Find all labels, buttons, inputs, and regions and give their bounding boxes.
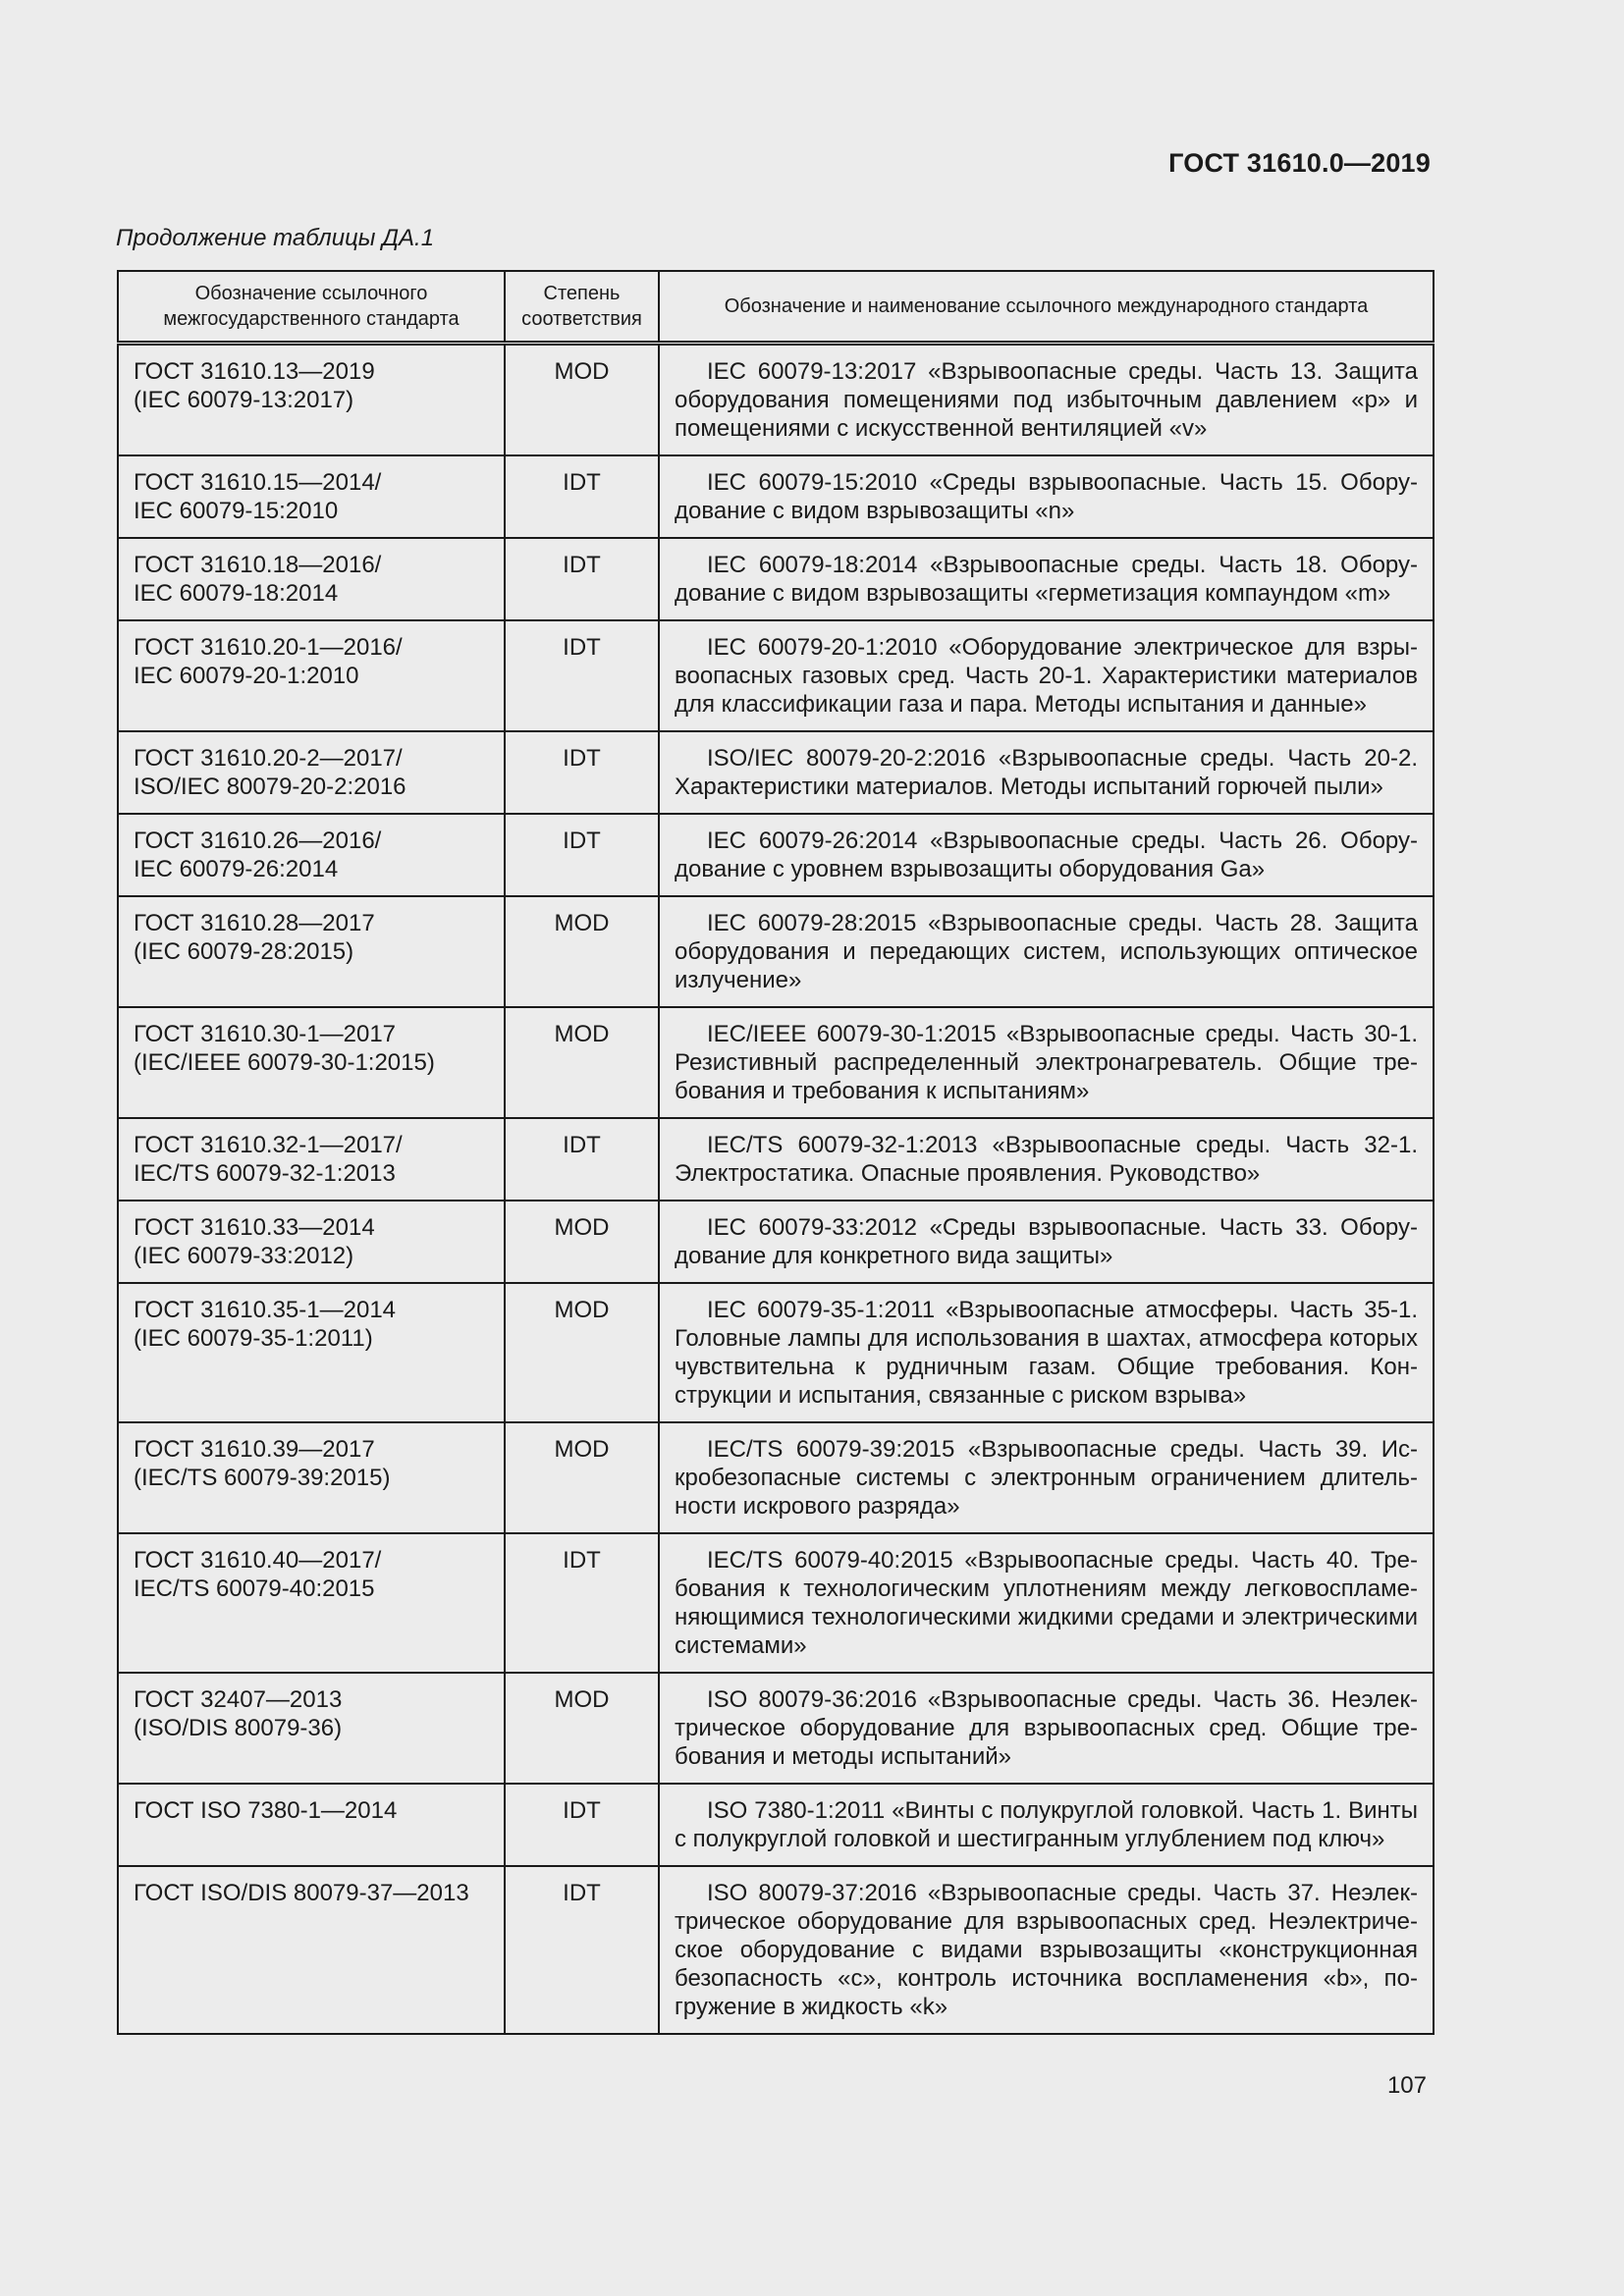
degree-of-correspondence-cell: MOD	[505, 344, 659, 456]
table-caption: Продолжение таблицы ДА.1	[116, 225, 435, 251]
standard-designation-cell: ГОСТ 31610.26—2016/ IEC 60079-26:2014	[118, 814, 505, 896]
degree-of-correspondence-cell: IDT	[505, 455, 659, 538]
standard-designation-cell: ГОСТ 31610.32-1—2017/ IEC/TS 60079-32-1:2013	[118, 1118, 505, 1201]
degree-of-correspondence-cell: MOD	[505, 1673, 659, 1784]
table-row	[118, 344, 1434, 456]
table-row	[118, 620, 1434, 731]
table-row	[118, 1866, 1434, 2034]
table-body	[118, 344, 1434, 2035]
table-row	[118, 1422, 1434, 1533]
international-standard-cell: IEC/TS 60079-40:2015 «Взрывоопасные среды. Часть 40. Требования к технологическим уплотнениям между легковоспламеняющимися технологическими жидкими средами и электрическими системами»	[659, 1533, 1434, 1673]
international-standard-cell: ISO 7380-1:2011 «Винты с полукруглой головкой. Часть 1. Винты с полукруглой головкой и шестигранным углублением под ключ»	[659, 1784, 1434, 1866]
degree-of-correspondence-cell: MOD	[505, 1422, 659, 1533]
standard-designation-cell: ГОСТ 31610.39—2017 (IEC/TS 60079-39:2015)	[118, 1422, 505, 1533]
table-row	[118, 1533, 1434, 1673]
table-row	[118, 1283, 1434, 1422]
standard-designation-cell: ГОСТ 31610.40—2017/ IEC/TS 60079-40:2015	[118, 1533, 505, 1673]
degree-of-correspondence-cell: IDT	[505, 620, 659, 731]
table-header-row	[118, 271, 1434, 344]
standard-designation-cell: ГОСТ 31610.35-1—2014 (IEC 60079-35-1:2011)	[118, 1283, 505, 1422]
table-row	[118, 538, 1434, 620]
international-standard-cell: IEC/TS 60079-32-1:2013 «Взрывоопасные среды. Часть 32-1. Электростатика. Опасные проявления. Руководство»	[659, 1118, 1434, 1201]
table-row	[118, 1118, 1434, 1201]
standard-designation-cell: ГОСТ 31610.33—2014 (IEC 60079-33:2012)	[118, 1201, 505, 1283]
degree-of-correspondence-cell: MOD	[505, 896, 659, 1007]
table-row	[118, 1201, 1434, 1283]
international-standard-cell: ISO 80079-37:2016 «Взрывоопасные среды. Часть 37. Неэлектрическое оборудование для взрывоопасных сред. Неэлектрическое оборудование с видами взрывозащиты «конструкционная безопасность «c», контроль источника воспламенения «b», погружение в жидкость «k»	[659, 1866, 1434, 2034]
international-standard-cell: ISO 80079-36:2016 «Взрывоопасные среды. Часть 36. Неэлектрическое оборудование для взрывоопасных сред. Общие требования и методы испытаний»	[659, 1673, 1434, 1784]
international-standard-cell: ISO/IEC 80079-20-2:2016 «Взрывоопасные среды. Часть 20-2. Характеристики материалов. Методы испытаний горючей пыли»	[659, 731, 1434, 814]
column-header-international-standard: Обозначение и наименование ссылочного международного стандарта	[659, 271, 1434, 344]
international-standard-cell: IEC/TS 60079-39:2015 «Взрывоопасные среды. Часть 39. Искробезопасные системы с электронным ограничением длительности искрового разряда»	[659, 1422, 1434, 1533]
table-row	[118, 455, 1434, 538]
international-standard-cell: IEC 60079-20-1:2010 «Оборудование электрическое для взрывоопасных газовых сред. Часть 20-1. Характеристики материалов для классификации газа и пара. Методы испытания и данные»	[659, 620, 1434, 731]
degree-of-correspondence-cell: IDT	[505, 814, 659, 896]
international-standard-cell: IEC 60079-28:2015 «Взрывоопасные среды. Часть 28. Защита оборудования и передающих систем, использующих оптическое излучение»	[659, 896, 1434, 1007]
table-header	[118, 271, 1434, 344]
column-header-interstate-standard: Обозначение ссылочного межгосударственного стандарта	[118, 271, 505, 344]
degree-of-correspondence-cell: MOD	[505, 1283, 659, 1422]
table-row	[118, 1673, 1434, 1784]
standard-designation-cell: ГОСТ 31610.15—2014/ IEC 60079-15:2010	[118, 455, 505, 538]
degree-of-correspondence-cell: MOD	[505, 1201, 659, 1283]
international-standard-cell: IEC 60079-26:2014 «Взрывоопасные среды. Часть 26. Оборудование с уровнем взрывозащиты оборудования Ga»	[659, 814, 1434, 896]
standard-designation-cell: ГОСТ 31610.30-1—2017 (IEC/IEEE 60079-30-1:2015)	[118, 1007, 505, 1118]
standard-designation-cell: ГОСТ ISO/DIS 80079-37—2013	[118, 1866, 505, 2034]
table-row	[118, 814, 1434, 896]
standard-designation-cell: ГОСТ 31610.28—2017 (IEC 60079-28:2015)	[118, 896, 505, 1007]
reference-standards-table	[117, 270, 1435, 2035]
international-standard-cell: IEC 60079-13:2017 «Взрывоопасные среды. Часть 13. Защита оборудования помещениями под избыточным давлением «p» и помещениями с искусственной вентиляцией «v»	[659, 344, 1434, 456]
table-row	[118, 1007, 1434, 1118]
table-row	[118, 1784, 1434, 1866]
standard-designation-cell: ГОСТ 32407—2013 (ISO/DIS 80079-36)	[118, 1673, 505, 1784]
international-standard-cell: IEC 60079-15:2010 «Среды взрывоопасные. Часть 15. Оборудование с видом взрывозащиты «n»	[659, 455, 1434, 538]
degree-of-correspondence-cell: IDT	[505, 731, 659, 814]
document-code: ГОСТ 31610.0—2019	[1168, 148, 1431, 178]
international-standard-cell: IEC 60079-33:2012 «Среды взрывоопасные. Часть 33. Оборудование для конкретного вида защиты»	[659, 1201, 1434, 1283]
degree-of-correspondence-cell: IDT	[505, 1866, 659, 2034]
column-header-degree: Степень соответствия	[505, 271, 659, 344]
international-standard-cell: IEC 60079-35-1:2011 «Взрывоопасные атмосферы. Часть 35-1. Головные лампы для использования в шахтах, атмосфера которых чувствительна к рудничным газам. Общие требования. Конструкции и испытания, связанные с риском взрыва»	[659, 1283, 1434, 1422]
standard-designation-cell: ГОСТ ISO 7380-1—2014	[118, 1784, 505, 1866]
degree-of-correspondence-cell: MOD	[505, 1007, 659, 1118]
standard-designation-cell: ГОСТ 31610.20-1—2016/ IEC 60079-20-1:2010	[118, 620, 505, 731]
degree-of-correspondence-cell: IDT	[505, 1118, 659, 1201]
degree-of-correspondence-cell: IDT	[505, 1533, 659, 1673]
international-standard-cell: IEC/IEEE 60079-30-1:2015 «Взрывоопасные среды. Часть 30-1. Резистивный распределенный электронагреватель. Общие требования и требования к испытаниям»	[659, 1007, 1434, 1118]
standard-designation-cell: ГОСТ 31610.13—2019 (IEC 60079-13:2017)	[118, 344, 505, 456]
degree-of-correspondence-cell: IDT	[505, 538, 659, 620]
page-number: 107	[1386, 2072, 1427, 2099]
standard-designation-cell: ГОСТ 31610.18—2016/ IEC 60079-18:2014	[118, 538, 505, 620]
standard-designation-cell: ГОСТ 31610.20-2—2017/ ISO/IEC 80079-20-2:2016	[118, 731, 505, 814]
table-row	[118, 896, 1434, 1007]
table-row	[118, 731, 1434, 814]
degree-of-correspondence-cell: IDT	[505, 1784, 659, 1866]
international-standard-cell: IEC 60079-18:2014 «Взрывоопасные среды. Часть 18. Оборудование с видом взрывозащиты «герметизация компаундом «m»	[659, 538, 1434, 620]
